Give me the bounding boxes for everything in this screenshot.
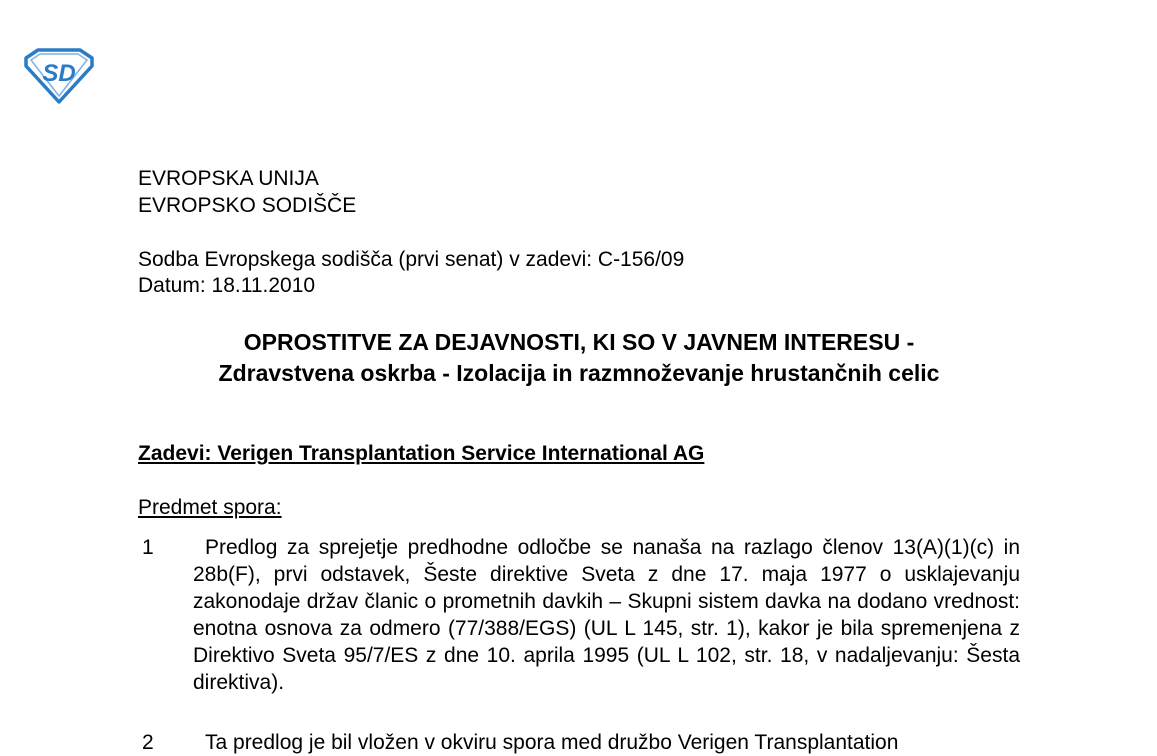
title-line-2: Zdravstvena oskrba - Izolacija in razmnoževanje hrustančnih celic xyxy=(218,360,940,386)
subject-heading: Predmet spora: xyxy=(138,496,282,519)
paragraph-number: 1 xyxy=(142,536,154,559)
case-judgment: Sodba Evropskega sodišča (prvi senat) v zadevi: C-156/09 xyxy=(138,248,685,271)
header-line-1: EVROPSKA UNIJA xyxy=(138,167,319,190)
case-date: Datum: 18.11.2010 xyxy=(138,274,316,297)
sd-logo-icon xyxy=(22,48,96,104)
paragraph-text: Predlog za sprejetje predhodne odločbe se nanaša na razlago členov 13(A)(1)(c) in 28b(F), prvi odstavek, Šeste direktive Sveta z dne 17. maja 1977 o usklajevanju zakonodaje držav članic o prometnih davkih – Skupni sistem davka na dodano vrednost: enotna osnova za odmero (77/388/EGS) (UL L 145, str. 1), kakor je bila spremenjena z Direktivo Sveta 95/7/ES z dne 10. aprila 1995 (UL L 102, str. 18, v nadaljevanju: Šesta direktiva). xyxy=(193,536,1020,694)
paragraph-1 xyxy=(138,534,1020,696)
paragraph-number: 2 xyxy=(142,731,154,754)
logo-text: SD xyxy=(42,60,76,87)
title-line-1: OPROSTITVE ZA DEJAVNOSTI, KI SO V JAVNEM INTERESU - xyxy=(243,329,915,355)
paragraph-text: Ta predlog je bil vložen v okviru spora med družbo Verigen Transplantation xyxy=(205,731,899,754)
parties-heading: Zadevi: Verigen Transplantation Service International AG xyxy=(138,442,705,465)
sd-logo xyxy=(22,48,96,104)
header-line-2: EVROPSKO SODIŠČE xyxy=(138,194,357,217)
